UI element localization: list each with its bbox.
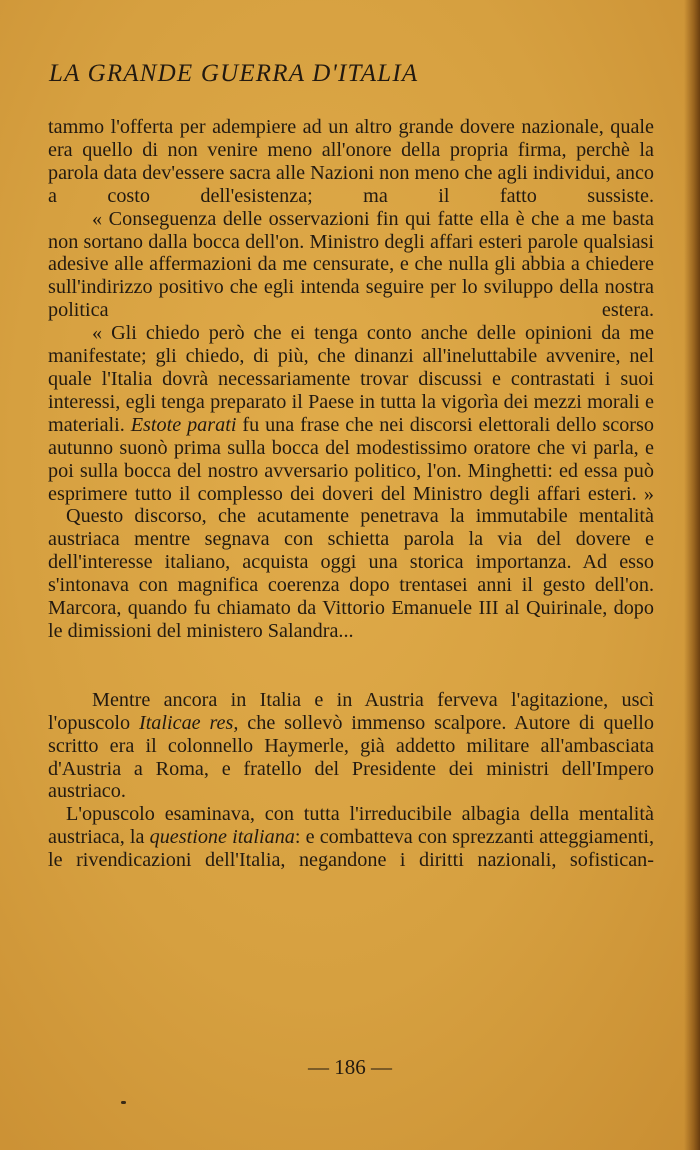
page-number: — 186 — <box>308 1055 392 1079</box>
paragraph-5-italic: Italicae res, <box>138 711 239 734</box>
paragraph-6-italic: questione italiana <box>149 826 295 849</box>
paragraph-1: tammo l'offerta per adempiere ad un altro grande dovere nazionale, quale era quello di non venire meno all'onore della propria firma, perchè la parola data dev'essere sacra alle Nazioni non meno che agli individui, anco a costo dell'esistenza; ma il fatto sussiste. <box>48 116 654 207</box>
section-break <box>48 643 654 689</box>
page-edge-shadow <box>684 0 700 1150</box>
paragraph-6-text-after: : e combatteva con sprezzanti atteggiamenti, le rivendicazioni dell'Italia, negandone i diritti nazionali, sofistican- <box>48 826 654 872</box>
body-text <box>48 116 654 872</box>
paragraph-5-text-after: che sollevò immenso scalpore. Autore di quello scritto era il colonnello Haymerle, già addetto militare all'ambasciata d'Austria a Roma, e fratello del Presidente dei ministri dell'Impero austriaco. <box>48 711 654 803</box>
paragraph-5-text-before: Mentre ancora in Italia e in Austria ferveva l'agitazione, uscì l'opuscolo <box>48 688 654 734</box>
paper-speck <box>121 1101 126 1104</box>
paragraph-3-text-after: fu una frase che nei discorsi elettorali dello scorso autunno suonò prima sulla bocca del modestissimo oratore che vi parla, e poi sulla bocca del nostro avversario politico, l'on. Minghetti: ed essa può esprimere tutto il complesso dei doveri del Ministro degli affari esteri. » <box>48 413 654 505</box>
paragraph-3-text-before: « Gli chiedo però che ei tenga conto anche delle opinioni da me manifestate; gli chiedo, di più, che dinanzi all'ineluttabile avvenire, nel quale l'Italia dovrà necessariamente trovar discussi e contrastati i suoi interessi, egli tenga preparato il Paese in tutta la vigorìa dei mezzi morali e materiali. <box>48 322 654 436</box>
paragraph-5 <box>48 689 654 804</box>
running-head: LA GRANDE GUERRA D'ITALIA <box>49 60 419 87</box>
paragraph-3-italic: Estote parati <box>130 413 237 436</box>
paragraph-6 <box>48 803 654 872</box>
paragraph-4: Questo discorso, che acutamente penetrava la immutabile mentalità austriaca mentre segnava con schietta parola la via del dovere e dell'interesse italiano, acquista oggi una storica importanza. Ad esso s'intonava con magnifica coerenza dopo trentasei anni il gesto dell'on. Marcora, quando fu chiamato da Vittorio Emanuele III al Quirinale, dopo le dimissioni del ministero Salandra... <box>48 505 654 642</box>
paragraph-6-text-before: L'opuscolo esaminava, con tutta l'irreducibile albagia della mentalità austriaca, la <box>48 803 654 849</box>
paragraph-2: « Conseguenza delle osservazioni fin qui fatte ella è che a me basta non sortano dalla bocca dell'on. Ministro degli affari esteri parole qualsiasi adesive alle affermazioni da me censurate, e che nulla gli abbia a chiedere sull'indirizzo positivo che egli intenda seguire per lo sviluppo della nostra politica estera. <box>48 207 654 322</box>
paragraph-3 <box>48 322 654 505</box>
